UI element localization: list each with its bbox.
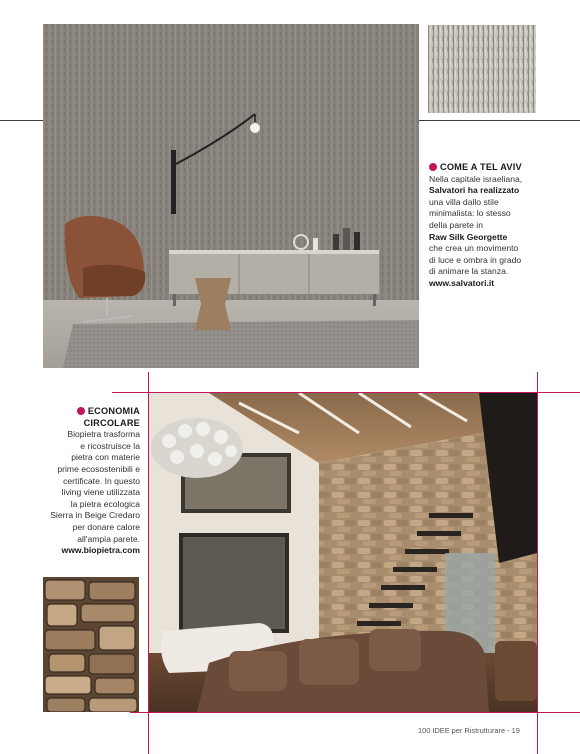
caption-title-2: CIRCOLARE xyxy=(83,417,140,428)
swatch-sierra-beige-credaro xyxy=(43,577,139,712)
caption-line: di animare la stanza. xyxy=(429,266,509,277)
caption-line: Salvatori ha realizzato xyxy=(429,185,520,196)
caption-line: Raw Silk Georgette xyxy=(429,231,508,242)
caption-line: la pietra ecologica xyxy=(70,498,140,509)
frame-line-bottom xyxy=(130,712,580,713)
caption-economia-circolare xyxy=(40,406,140,557)
caption-title-row xyxy=(40,406,140,418)
caption-title: ECONOMIA xyxy=(87,406,140,416)
caption-line: una villa dallo stile xyxy=(429,196,499,207)
caption-line: di luce e ombra in grado xyxy=(429,254,522,265)
caption-link[interactable]: www.biopietra.com xyxy=(61,545,140,556)
caption-line: Biopietra trasforma xyxy=(67,429,140,440)
swatch-texture xyxy=(428,25,536,113)
caption-line: che crea un movimento xyxy=(429,243,519,254)
caption-line: Nella capitale israeliana, xyxy=(429,173,523,184)
caption-line: per donare calore xyxy=(72,521,140,532)
caption-line: e ricostruisce la xyxy=(80,440,140,451)
bullet-dot-icon xyxy=(77,407,85,415)
caption-line: all'ampia parete. xyxy=(77,533,140,544)
page-folio: 100 IDEE per Ristrutturare - 19 xyxy=(418,726,520,735)
caption-title-row xyxy=(429,162,569,174)
caption-title: COME A TEL AVIV xyxy=(440,162,522,172)
biopietra-room-illustration xyxy=(149,393,537,712)
caption-link[interactable]: www.salvatori.it xyxy=(429,277,495,288)
salvatori-room-illustration xyxy=(43,24,419,368)
bullet-dot-icon xyxy=(429,163,437,171)
caption-line: della parete in xyxy=(429,219,483,230)
caption-come-a-tel-aviv xyxy=(429,162,569,290)
caption-line: living viene utilizzata xyxy=(61,487,140,498)
caption-line: Sierra in Beige Credaro xyxy=(50,510,140,521)
caption-line: pietra con materie xyxy=(71,452,140,463)
photo-salvatori-living xyxy=(43,24,419,368)
photo-biopietra-living xyxy=(149,393,537,712)
caption-line: minimalista: lo stesso xyxy=(429,208,511,219)
frame-line-right xyxy=(537,372,538,754)
caption-line: prime ecosostenibili e xyxy=(57,463,140,474)
swatch-raw-silk-georgette xyxy=(428,25,536,113)
stone-swatch-texture xyxy=(43,577,139,712)
caption-line: certificate. In questo xyxy=(63,475,140,486)
